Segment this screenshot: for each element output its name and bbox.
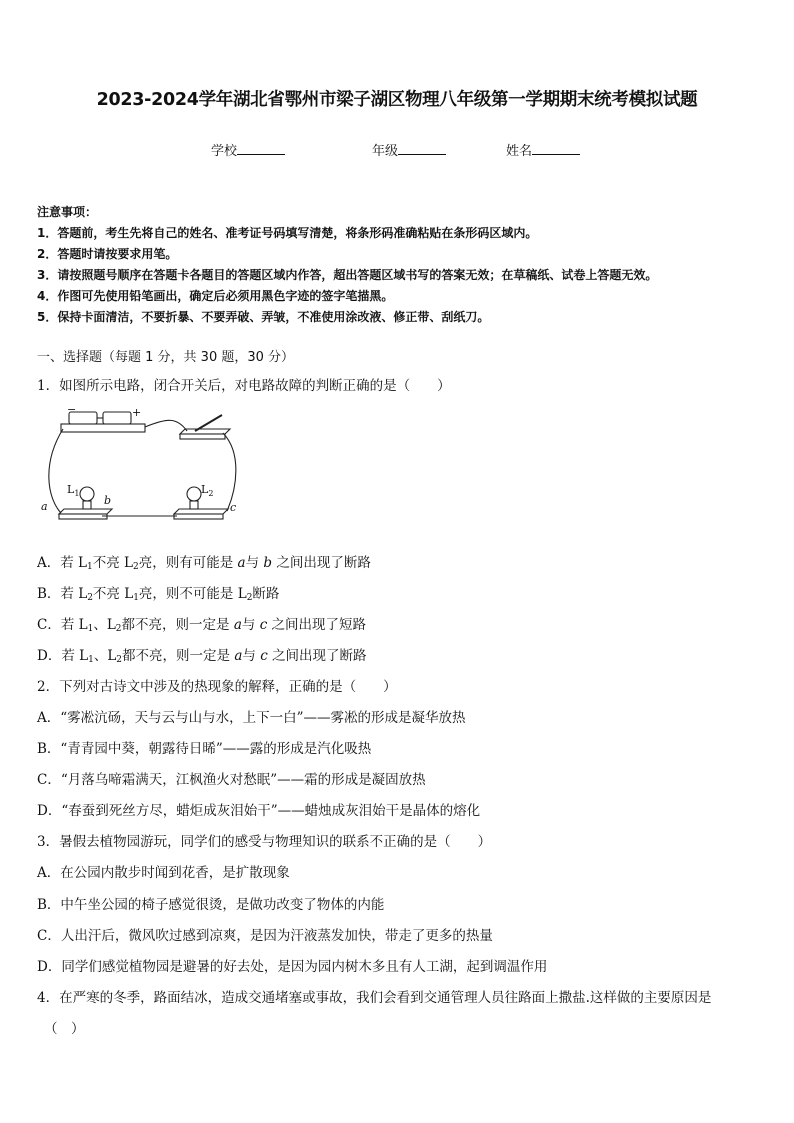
- wire-a: [49, 429, 63, 513]
- question-2-option-c[interactable]: C．“月落乌啼霜满天，江枫渔火对愁眠”——霜的形成是凝固放热: [37, 772, 426, 788]
- name-field[interactable]: [506, 140, 580, 159]
- circuit-diagram: [37, 403, 252, 540]
- L1-label: $L_1$: [67, 483, 80, 498]
- question-4-stem: 4．在严寒的冬季，路面结冰，造成交通堵塞或事故，我们会看到交通管理人员往路面上撒盐.这样做的主要原因是: [37, 990, 712, 1006]
- minus-label: −: [67, 403, 77, 416]
- note-item: 2．答题时请按要求用笔。: [37, 247, 178, 261]
- question-2-option-a[interactable]: A．“雾凇沆砀，天与云与山与水，上下一白”——雾凇的形成是凝华放热: [37, 710, 466, 726]
- school-blank[interactable]: [237, 142, 285, 155]
- question-2-option-b[interactable]: B．“青青园中葵，朝露待日晞”——露的形成是汽化吸热: [37, 741, 372, 757]
- question-4-answer-brackets: （ ）: [44, 1021, 85, 1037]
- note-item: 4．作图可先使用铅笔画出，确定后必须用黑色字迹的签字笔描黑。: [37, 289, 394, 303]
- note-item: 3．请按照题号顺序在答题卡各题目的答题区域内作答，超出答题区域书写的答案无效；在草稿纸、试卷上答题无效。: [37, 268, 658, 282]
- L2-label: $L_2$: [201, 483, 214, 498]
- note-item: 5．保持卡面清洁，不要折暴、不要弄破、弄皱，不准使用涂改液、修正带、刮纸刀。: [37, 310, 490, 324]
- question-3-option-c[interactable]: C．人出汗后，微风吹过感到凉爽，是因为汗液蒸发加快，带走了更多的热量: [37, 928, 493, 944]
- switch-board: [180, 429, 230, 434]
- wire-c: [223, 433, 236, 511]
- notes-heading: 注意事项：: [37, 205, 98, 219]
- question-3-stem: 3．暑假去植物园游玩，同学们的感受与物理知识的联系不正确的是（ ）: [37, 834, 492, 850]
- question-1-option-a[interactable]: A．若 $L_1$不亮 $L_2$亮，则有可能是 a与 b 之间出现了断路: [37, 555, 371, 572]
- grade-label: 年级: [372, 144, 399, 159]
- question-3-option-d[interactable]: D．同学们感觉植物园是避暑的好去处，是因为园内树木多且有人工湖，起到调温作用: [37, 959, 548, 975]
- plus-label: +: [132, 406, 142, 419]
- point-b-label: b: [104, 494, 112, 507]
- question-1-option-c[interactable]: C．若 $L_1$、$L_2$都不亮，则一定是 a与 c 之间出现了短路: [37, 617, 367, 634]
- battery-cell-2: [103, 412, 131, 424]
- point-a-label: a: [41, 500, 48, 513]
- lamp-2-board: [174, 509, 228, 514]
- name-label: 姓名: [506, 144, 533, 159]
- lamp-1-bulb: [80, 487, 94, 501]
- battery-board: [61, 424, 145, 432]
- question-3-option-b[interactable]: B．中午坐公园的椅子感觉很烫，是做功改变了物体的内能: [37, 897, 385, 913]
- lamp-2-bulb: [187, 487, 201, 501]
- lamp-1-board: [59, 509, 112, 514]
- school-label: 学校: [211, 144, 238, 159]
- grade-blank[interactable]: [398, 142, 446, 155]
- notes-block: [37, 202, 657, 328]
- question-1-option-d[interactable]: D．若 $L_1$、$L_2$都不亮，则一定是 a与 c 之间出现了断路: [37, 648, 367, 665]
- grade-field[interactable]: [372, 140, 446, 159]
- question-1-option-b[interactable]: B．若 $L_2$不亮 $L_1$亮，则不可能是 $L_2$断路: [37, 586, 280, 603]
- name-blank[interactable]: [532, 142, 580, 155]
- page-title: 2023-2024学年湖北省鄂州市梁子湖区物理八年级第一学期期末统考模拟试题: [96, 90, 698, 110]
- school-field[interactable]: [211, 140, 285, 159]
- section-heading: 一、选择题（每题 1 分，共 30 题，30 分）: [37, 350, 295, 365]
- question-2-option-d[interactable]: D．“春蚕到死丝方尽，蜡炬成灰泪始干”——蜡烛成灰泪始干是晶体的熔化: [37, 803, 481, 819]
- question-2-stem: 2．下列对古诗文中涉及的热现象的解释，正确的是（ ）: [37, 679, 397, 695]
- wire-top: [145, 420, 187, 431]
- note-item: 1．答题前，考生先将自己的姓名、准考证号码填写清楚，将条形码准确粘贴在条形码区域内。: [37, 226, 538, 240]
- question-3-option-a[interactable]: A．在公园内散步时闻到花香，是扩散现象: [37, 865, 290, 881]
- question-1-stem: 1．如图所示电路，闭合开关后，对电路故障的判断正确的是（ ）: [37, 378, 451, 394]
- point-c-label: c: [230, 501, 237, 514]
